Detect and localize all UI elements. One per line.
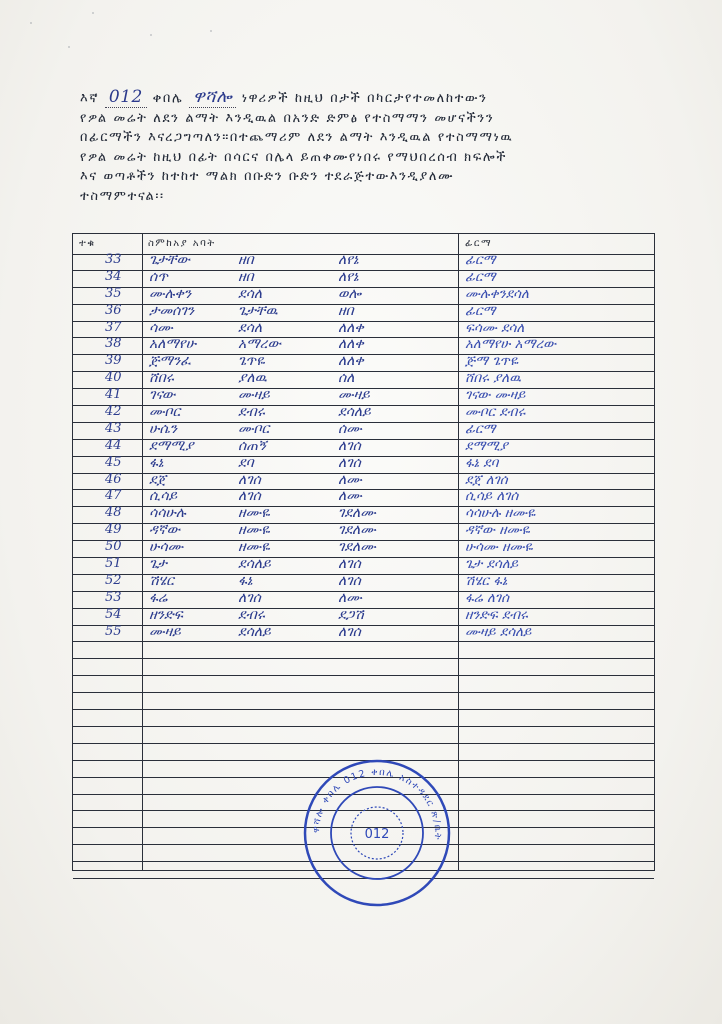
row-number: 42 — [105, 404, 122, 420]
row-father-name: ሙዛይ — [238, 387, 270, 404]
row-father-name: ደሳለይ — [238, 623, 271, 640]
row-given-name: ሸበሩ — [149, 370, 174, 387]
row-signature: ጌታ ደሳለይ — [465, 556, 519, 573]
row-number: 40 — [105, 370, 122, 386]
row-number: 44 — [105, 437, 122, 453]
row-signature: ፋሬ ለገሰ — [465, 589, 510, 606]
row-given-name: ዳኛው — [149, 522, 181, 539]
intro-line-5: እና ወጣቶችን ከተከተ ማልክ በቡድን ቡድን ተደራጅተውእንዲያለሙ — [80, 169, 455, 184]
row-given-name: ሙቦር — [149, 404, 181, 421]
row-number: 43 — [105, 420, 122, 436]
row-signature: ፊርማ — [465, 420, 496, 437]
row-signature: ፋኔ ደባ — [465, 454, 499, 471]
row-grandfather-name: ለገሰ — [338, 437, 361, 454]
row-number: 38 — [105, 336, 122, 352]
header-number: ተቁ — [79, 238, 96, 249]
row-grandfather-name: ደሳለይ — [338, 404, 371, 421]
intro-prefix: እኛ — [80, 91, 100, 106]
intro-line-3: በፊርማችን እናረጋግጣለን።በተጨማሪም ለደን ልማት እንዲዉል የተስማማነዉ — [80, 130, 514, 145]
row-signature: ፊርማ — [465, 252, 496, 268]
intro-line-4: የዎል መሬት ከዚህ በፊት በሳርና በሌላ ይጠቀሙየነበሩ የማህበረሰብ ክፍሎች — [80, 149, 508, 165]
row-father-name: ደሳለይ — [238, 556, 271, 573]
row-signature: ገናው ሙዛይ — [465, 387, 526, 404]
row-given-name: አለማየሁ — [149, 336, 197, 353]
row-father-name: ፋኔ — [238, 572, 253, 589]
header-name: ስምከአያ አባት — [148, 238, 216, 249]
row-grandfather-name: ለሙ — [338, 589, 362, 606]
row-given-name: ጌታ — [149, 556, 167, 573]
row-grandfather-name: ገደለሙ — [338, 522, 376, 539]
row-given-name: ሙሉቀን — [149, 285, 192, 302]
row-signature: ሙሉቀንደሳለ — [465, 285, 529, 302]
row-signature: ሙቦር ደብሩ — [465, 404, 526, 421]
row-signature: ዳኛው ዘሙዬ — [465, 522, 530, 539]
row-number: 37 — [105, 319, 122, 335]
row-signature: ፊርማ — [465, 268, 496, 285]
row-given-name: ደጀ — [149, 471, 167, 488]
scan-speck — [210, 30, 212, 32]
row-number: 50 — [105, 539, 122, 555]
handwritten-kebele-name: ዋሻሎ — [189, 88, 236, 108]
row-grandfather-name: ገደለሙ — [338, 505, 376, 522]
row-father-name: ደብሩ — [238, 404, 265, 421]
row-given-name: ሽሄር — [149, 572, 174, 589]
row-number: 51 — [105, 556, 122, 572]
row-grandfather-name: ለገሰ — [338, 572, 361, 589]
row-father-name: አማረው — [238, 336, 281, 353]
row-given-name: ሲሳይ — [149, 488, 178, 505]
intro-line-1-text: ነዋሪዎች ከዚህ በታች በካርታየተመለከተውን — [241, 91, 488, 106]
row-given-name: ታመሰገን — [149, 302, 195, 319]
row-given-name: ጌታቸው — [149, 252, 190, 268]
kebele-label: ቀበሌ — [152, 91, 184, 106]
row-given-name: ሰጥ — [149, 268, 168, 285]
row-given-name: ዘንድፍ — [149, 606, 183, 623]
row-signature: ሳሳሁሉ ዘሙዬ — [465, 505, 536, 522]
row-father-name: ለገሰ — [238, 471, 261, 488]
row-father-name: ደብሩ — [238, 606, 265, 623]
row-given-name: ሳሳሁሉ — [149, 505, 186, 522]
row-grandfather-name: ገደለሙ — [338, 539, 376, 556]
row-father-name: ዘሙዬ — [238, 539, 270, 556]
row-given-name: ሁሳሙ — [149, 539, 184, 556]
row-grandfather-name: ዘበ — [338, 302, 354, 319]
row-father-name: ጌጥዬ — [238, 353, 265, 370]
row-grandfather-name: ለገሰ — [338, 556, 361, 573]
scan-speck — [30, 22, 32, 24]
row-number: 47 — [105, 488, 122, 504]
row-number: 35 — [105, 285, 122, 301]
row-signature: ደጀ ለገሰ — [465, 471, 508, 488]
column-divider — [458, 234, 459, 870]
row-number: 41 — [105, 387, 122, 403]
table-row — [73, 659, 654, 676]
intro-line-6: ተስማምተናል፡፡ — [80, 188, 165, 204]
scan-speck — [68, 46, 70, 48]
row-number: 52 — [105, 572, 122, 588]
official-stamp — [302, 758, 452, 908]
row-father-name: ሰጠኝ — [238, 437, 267, 454]
row-number: 33 — [105, 252, 122, 267]
row-given-name: ጅማንፈ — [149, 353, 191, 370]
row-given-name: ደማሚያ — [149, 437, 194, 454]
row-father-name: ደሳለ — [238, 319, 263, 336]
row-father-name: ያለዉ — [238, 370, 267, 387]
row-grandfather-name: ለሙ — [338, 488, 362, 505]
table-row — [73, 676, 654, 693]
row-father-name: ዘሙዬ — [238, 505, 270, 522]
row-signature: ሸበሩ ያለዉ — [465, 370, 521, 387]
intro-line-1 — [80, 88, 665, 109]
row-signature: ዘንድፍ ደብሩ — [465, 606, 528, 623]
row-signature: ፍሳሙ ደሳለ — [465, 319, 525, 336]
row-father-name: ለገሰ — [238, 589, 261, 606]
intro-line-2: የዎል መሬት ለደን ልማት እንዲዉል በአንድ ድምፅ የተስማማን መሆናችንን — [80, 110, 495, 126]
row-number: 46 — [105, 471, 122, 487]
row-grandfather-name: ለለቀ — [338, 319, 364, 336]
row-signature: ደማሚያ — [465, 437, 508, 454]
row-given-name: ፋኔ — [149, 454, 164, 471]
row-grandfather-name: ሙዛይ — [338, 387, 370, 404]
row-father-name: ዘሙዬ — [238, 522, 270, 539]
row-number: 39 — [105, 353, 122, 369]
row-signature: ጅማ ጌጥዬ — [465, 353, 519, 370]
row-number: 45 — [105, 454, 122, 470]
table-row — [73, 727, 654, 744]
row-grandfather-name: ወሎ — [338, 285, 362, 302]
row-father-name: ደሳለ — [238, 285, 263, 302]
table-row — [73, 693, 654, 710]
row-number: 48 — [105, 505, 122, 521]
row-signature: ሁሳሙ ዘሙዬ — [465, 539, 533, 556]
scan-speck — [92, 12, 94, 14]
table-row — [73, 623, 654, 643]
table-row — [73, 710, 654, 727]
row-grandfather-name: ለየኔ — [338, 268, 359, 285]
row-number: 54 — [105, 606, 122, 622]
row-signature: ሽሄር ፋኔ — [465, 572, 508, 589]
header-signature: ፊርማ — [465, 238, 493, 249]
row-grandfather-name: ለለቀ — [338, 353, 364, 370]
row-number: 53 — [105, 589, 122, 605]
row-father-name: ደባ — [238, 454, 254, 471]
row-grandfather-name: ለሙ — [338, 471, 362, 488]
handwritten-count: 012 — [105, 88, 147, 108]
row-grandfather-name: ሰለ — [338, 370, 355, 387]
row-grandfather-name: ለገሰ — [338, 623, 361, 640]
row-given-name: ሙዛይ — [149, 623, 181, 640]
row-number: 36 — [105, 302, 122, 318]
row-number: 55 — [105, 623, 122, 639]
row-father-name: ዘበ — [238, 252, 254, 268]
row-number: 34 — [105, 268, 122, 284]
column-divider — [142, 234, 143, 870]
row-given-name: ገናው — [149, 387, 176, 404]
row-father-name: ሙቦር — [238, 420, 270, 437]
scan-speck — [150, 34, 152, 36]
table-row — [73, 642, 654, 659]
stamp-inner-text: 012 — [364, 827, 390, 842]
agreement-paragraph — [80, 88, 665, 206]
row-given-name: ፋሬ — [149, 589, 168, 606]
row-grandfather-name: ለገሰ — [338, 454, 361, 471]
row-number: 49 — [105, 522, 122, 538]
row-given-name: ሁሴን — [149, 420, 178, 437]
row-signature: ሙዛይ ደሳለይ — [465, 623, 532, 640]
row-father-name: ዘበ — [238, 268, 254, 285]
row-father-name: ለገሰ — [238, 488, 261, 505]
row-grandfather-name: ሰሙ — [338, 420, 362, 437]
row-signature: ፊርማ — [465, 302, 496, 319]
row-father-name: ጌታቸዉ — [238, 302, 278, 319]
row-signature: ሲሳይ ለገሰ — [465, 488, 519, 505]
row-signature: አለማየሁ አማረው — [465, 336, 557, 353]
stamp-outer-text: ዋሻሎ ቀበሌ 012 ቀበሌ አስተዳደር ጽ/ቤት — [310, 766, 444, 842]
row-given-name: ሳሙ — [149, 319, 173, 336]
row-grandfather-name: ደጋሽ — [338, 606, 364, 623]
row-grandfather-name: ለየኔ — [338, 252, 359, 268]
row-grandfather-name: ለለቀ — [338, 336, 364, 353]
